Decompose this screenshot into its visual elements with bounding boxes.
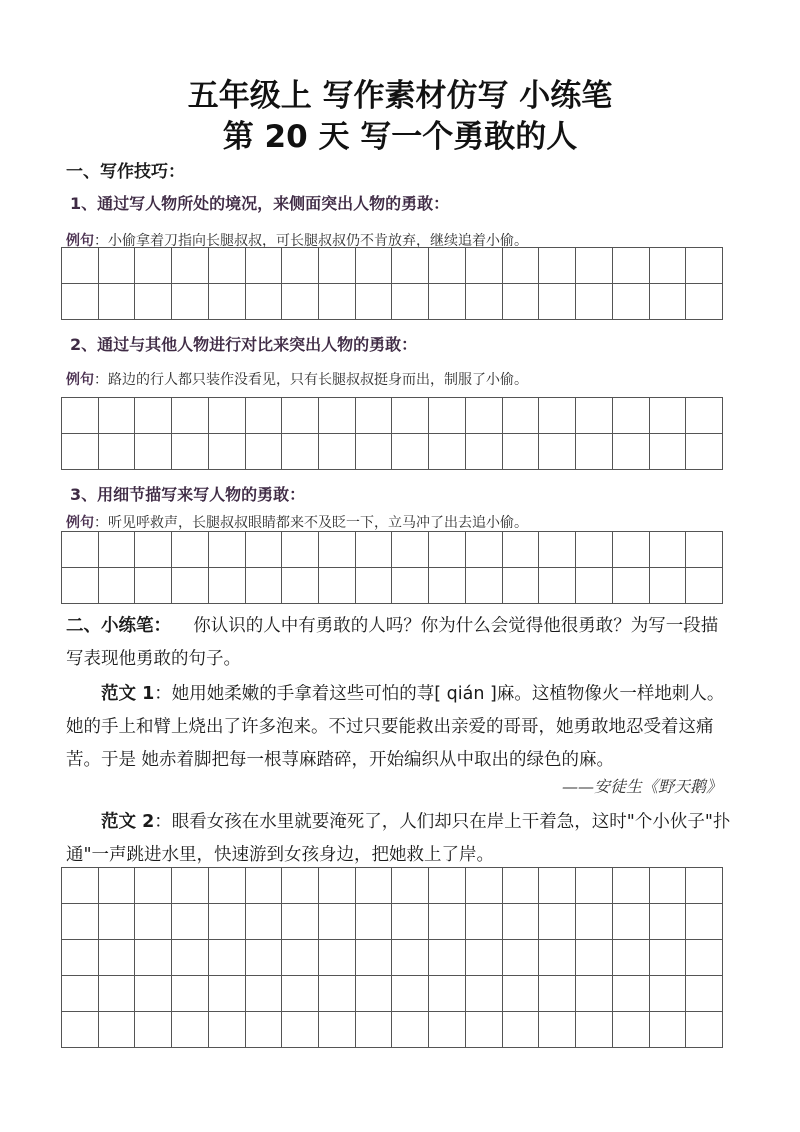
grid-cell[interactable] — [246, 976, 283, 1012]
grid-cell[interactable] — [282, 532, 319, 568]
grid-cell[interactable] — [209, 284, 246, 320]
grid-cell[interactable] — [99, 868, 136, 904]
grid-cell[interactable] — [429, 434, 466, 470]
grid-cell[interactable] — [466, 568, 503, 604]
grid-cell[interactable] — [246, 532, 283, 568]
grid-cell[interactable] — [429, 1012, 466, 1048]
grid-cell[interactable] — [356, 248, 393, 284]
grid-cell[interactable] — [319, 1012, 356, 1048]
grid-cell[interactable] — [172, 532, 209, 568]
grid-cell[interactable] — [539, 940, 576, 976]
grid-cell[interactable] — [650, 434, 687, 470]
grid-cell[interactable] — [356, 398, 393, 434]
example-label: 例句 — [66, 515, 94, 531]
writing-grid-1[interactable] — [61, 247, 723, 320]
grid-cell[interactable] — [466, 532, 503, 568]
grid-cell[interactable] — [319, 940, 356, 976]
grid-cell[interactable] — [62, 904, 99, 940]
grid-cell[interactable] — [99, 904, 136, 940]
grid-cell[interactable] — [319, 434, 356, 470]
grid-cell[interactable] — [209, 434, 246, 470]
tip2-example — [66, 369, 528, 389]
grid-cell[interactable] — [576, 434, 613, 470]
grid-cell[interactable] — [576, 248, 613, 284]
grid-cell[interactable] — [99, 568, 136, 604]
grid-cell[interactable] — [135, 868, 172, 904]
grid-cell[interactable] — [613, 532, 650, 568]
grid-cell[interactable] — [503, 434, 540, 470]
grid-cell[interactable] — [503, 1012, 540, 1048]
grid-cell[interactable] — [613, 1012, 650, 1048]
grid-cell[interactable] — [429, 868, 466, 904]
grid-cell[interactable] — [209, 976, 246, 1012]
grid-cell[interactable] — [503, 868, 540, 904]
grid-cell[interactable] — [576, 398, 613, 434]
grid-cell[interactable] — [539, 248, 576, 284]
writing-grid-4[interactable] — [61, 867, 723, 1048]
grid-cell[interactable] — [392, 568, 429, 604]
grid-cell[interactable] — [392, 904, 429, 940]
section1-heading: 一、写作技巧： — [66, 162, 185, 182]
grid-cell[interactable] — [539, 1012, 576, 1048]
grid-cell[interactable] — [429, 398, 466, 434]
grid-cell[interactable] — [686, 248, 723, 284]
grid-cell[interactable] — [172, 940, 209, 976]
grid-cell[interactable] — [686, 532, 723, 568]
grid-cell[interactable] — [246, 284, 283, 320]
model-text-2 — [66, 806, 734, 872]
grid-cell[interactable] — [466, 868, 503, 904]
grid-cell[interactable] — [172, 248, 209, 284]
grid-cell[interactable] — [319, 976, 356, 1012]
grid-cell[interactable] — [576, 532, 613, 568]
grid-cell[interactable] — [99, 532, 136, 568]
grid-cell[interactable] — [356, 284, 393, 320]
grid-cell[interactable] — [429, 284, 466, 320]
grid-cell[interactable] — [429, 940, 466, 976]
grid-cell[interactable] — [356, 904, 393, 940]
grid-cell[interactable] — [62, 434, 99, 470]
grid-cell[interactable] — [613, 976, 650, 1012]
grid-cell[interactable] — [686, 284, 723, 320]
grid-cell[interactable] — [392, 1012, 429, 1048]
grid-cell[interactable] — [503, 398, 540, 434]
grid-cell[interactable] — [539, 532, 576, 568]
grid-cell[interactable] — [135, 940, 172, 976]
grid-cell[interactable] — [282, 904, 319, 940]
example-text: ：路边的行人都只装作没看见，只有长腿叔叔挺身而出，制服了小偷。 — [94, 372, 528, 388]
grid-cell[interactable] — [576, 976, 613, 1012]
grid-cell[interactable] — [356, 868, 393, 904]
model2-body: ：眼看女孩在水里就要淹死了，人们却只在岸上干着急，这时"个小伙子"扑通"一声跳进水里，快速游到女孩身边，把她救上了岸。 — [66, 812, 731, 865]
grid-cell[interactable] — [466, 1012, 503, 1048]
grid-cell[interactable] — [62, 398, 99, 434]
grid-cell[interactable] — [503, 976, 540, 1012]
section2-heading: 二、小练笔： — [66, 616, 171, 636]
grid-cell[interactable] — [172, 284, 209, 320]
grid-cell[interactable] — [576, 284, 613, 320]
grid-cell[interactable] — [135, 284, 172, 320]
grid-cell[interactable] — [319, 532, 356, 568]
grid-cell[interactable] — [539, 868, 576, 904]
grid-cell[interactable] — [282, 284, 319, 320]
grid-cell[interactable] — [356, 568, 393, 604]
grid-cell[interactable] — [62, 1012, 99, 1048]
grid-cell[interactable] — [246, 868, 283, 904]
grid-cell[interactable] — [503, 904, 540, 940]
grid-cell[interactable] — [62, 868, 99, 904]
grid-cell[interactable] — [650, 568, 687, 604]
grid-cell[interactable] — [650, 1012, 687, 1048]
grid-cell[interactable] — [392, 976, 429, 1012]
grid-cell[interactable] — [686, 568, 723, 604]
grid-cell[interactable] — [650, 532, 687, 568]
grid-cell[interactable] — [356, 940, 393, 976]
grid-cell[interactable] — [503, 940, 540, 976]
grid-cell[interactable] — [319, 568, 356, 604]
grid-cell[interactable] — [613, 434, 650, 470]
grid-cell[interactable] — [613, 248, 650, 284]
grid-cell[interactable] — [576, 1012, 613, 1048]
model1-source: ——安徒生《野天鹅》 — [561, 777, 722, 796]
grid-cell[interactable] — [576, 940, 613, 976]
grid-cell[interactable] — [576, 568, 613, 604]
grid-cell[interactable] — [686, 976, 723, 1012]
grid-cell[interactable] — [62, 284, 99, 320]
grid-cell[interactable] — [686, 1012, 723, 1048]
grid-cell[interactable] — [466, 398, 503, 434]
tip2-heading: 2、通过与其他人物进行对比来突出人物的勇敢： — [70, 335, 418, 354]
grid-cell[interactable] — [319, 248, 356, 284]
grid-cell[interactable] — [613, 940, 650, 976]
grid-cell[interactable] — [135, 904, 172, 940]
grid-cell[interactable] — [282, 248, 319, 284]
grid-cell[interactable] — [650, 398, 687, 434]
model2-label: 范文 2 — [101, 812, 155, 832]
model1-body: ：她用她柔嫩的手拿着这些可怕的荨[ qián ]麻。这植物像火一样地刺人。她的手上和臂上烧出了许多泡来。不过只要能救出亲爱的哥哥，她勇敢地忍受着这痛苦。于是 她赤着脚把每一根荨麻踏碎，开始编织从中取出的绿色的麻。 — [66, 684, 725, 770]
writing-grid-3[interactable] — [61, 531, 723, 604]
grid-cell[interactable] — [209, 398, 246, 434]
grid-cell[interactable] — [135, 568, 172, 604]
grid-cell[interactable] — [613, 904, 650, 940]
grid-cell[interactable] — [466, 976, 503, 1012]
grid-cell[interactable] — [503, 248, 540, 284]
grid-cell[interactable] — [650, 940, 687, 976]
grid-cell[interactable] — [539, 284, 576, 320]
grid-cell[interactable] — [246, 904, 283, 940]
grid-cell[interactable] — [135, 532, 172, 568]
example-text: ：听见呼救声，长腿叔叔眼睛都来不及眨一下，立马冲了出去追小偷。 — [94, 515, 528, 531]
grid-cell[interactable] — [429, 532, 466, 568]
grid-cell[interactable] — [246, 1012, 283, 1048]
grid-cell[interactable] — [172, 1012, 209, 1048]
writing-grid-2[interactable] — [61, 397, 723, 470]
grid-cell[interactable] — [62, 940, 99, 976]
grid-cell[interactable] — [686, 398, 723, 434]
grid-cell[interactable] — [392, 284, 429, 320]
grid-cell[interactable] — [99, 976, 136, 1012]
grid-cell[interactable] — [319, 904, 356, 940]
example-label: 例句 — [66, 233, 94, 249]
grid-cell[interactable] — [392, 398, 429, 434]
section2-prompt — [66, 610, 734, 676]
grid-cell[interactable] — [429, 568, 466, 604]
tip3-heading: 3、用细节描写来写人物的勇敢： — [70, 485, 306, 504]
grid-cell[interactable] — [392, 248, 429, 284]
grid-cell[interactable] — [539, 568, 576, 604]
grid-cell[interactable] — [466, 248, 503, 284]
grid-cell[interactable] — [686, 940, 723, 976]
grid-cell[interactable] — [209, 568, 246, 604]
grid-cell[interactable] — [576, 904, 613, 940]
grid-cell[interactable] — [282, 1012, 319, 1048]
grid-cell[interactable] — [62, 976, 99, 1012]
grid-cell[interactable] — [172, 434, 209, 470]
grid-cell[interactable] — [613, 284, 650, 320]
grid-cell[interactable] — [99, 1012, 136, 1048]
grid-cell[interactable] — [356, 976, 393, 1012]
model1-label: 范文 1 — [101, 684, 155, 704]
grid-cell[interactable] — [429, 976, 466, 1012]
grid-cell[interactable] — [576, 868, 613, 904]
grid-cell[interactable] — [99, 248, 136, 284]
grid-cell[interactable] — [613, 568, 650, 604]
grid-cell[interactable] — [135, 976, 172, 1012]
grid-cell[interactable] — [99, 398, 136, 434]
grid-cell[interactable] — [62, 248, 99, 284]
grid-cell[interactable] — [135, 1012, 172, 1048]
grid-cell[interactable] — [503, 568, 540, 604]
grid-cell[interactable] — [686, 434, 723, 470]
grid-cell[interactable] — [62, 532, 99, 568]
grid-cell[interactable] — [209, 904, 246, 940]
grid-cell[interactable] — [246, 398, 283, 434]
grid-cell[interactable] — [392, 940, 429, 976]
grid-cell[interactable] — [282, 568, 319, 604]
grid-cell[interactable] — [319, 398, 356, 434]
grid-cell[interactable] — [246, 248, 283, 284]
example-text: ：小偷拿着刀指向长腿叔叔，可长腿叔叔仍不肯放弃，继续追着小偷。 — [94, 233, 528, 249]
grid-cell[interactable] — [319, 868, 356, 904]
grid-cell[interactable] — [503, 284, 540, 320]
grid-cell[interactable] — [135, 398, 172, 434]
grid-cell[interactable] — [650, 868, 687, 904]
example-label: 例句 — [66, 372, 94, 388]
grid-cell[interactable] — [282, 940, 319, 976]
grid-cell[interactable] — [392, 532, 429, 568]
grid-cell[interactable] — [650, 248, 687, 284]
tip1-heading: 1、通过写人物所处的境况，来侧面突出人物的勇敢： — [70, 194, 450, 213]
grid-cell[interactable] — [62, 568, 99, 604]
grid-cell[interactable] — [539, 398, 576, 434]
grid-cell[interactable] — [172, 568, 209, 604]
grid-cell[interactable] — [539, 976, 576, 1012]
grid-cell[interactable] — [429, 248, 466, 284]
grid-cell[interactable] — [466, 434, 503, 470]
grid-cell[interactable] — [503, 532, 540, 568]
grid-cell[interactable] — [172, 398, 209, 434]
grid-cell[interactable] — [466, 940, 503, 976]
grid-cell[interactable] — [209, 940, 246, 976]
grid-cell[interactable] — [686, 904, 723, 940]
grid-cell[interactable] — [246, 434, 283, 470]
grid-cell[interactable] — [209, 1012, 246, 1048]
grid-cell[interactable] — [539, 904, 576, 940]
grid-cell[interactable] — [135, 434, 172, 470]
grid-cell[interactable] — [99, 434, 136, 470]
grid-cell[interactable] — [172, 904, 209, 940]
page-title-line2: 第 20 天 写一个勇敢的人 — [222, 119, 578, 155]
grid-cell[interactable] — [209, 248, 246, 284]
grid-cell[interactable] — [246, 568, 283, 604]
grid-cell[interactable] — [282, 976, 319, 1012]
grid-cell[interactable] — [356, 532, 393, 568]
grid-cell[interactable] — [172, 868, 209, 904]
grid-cell[interactable] — [99, 284, 136, 320]
page-title-line1: 五年级上 写作素材仿写 小练笔 — [187, 78, 613, 114]
grid-cell[interactable] — [209, 868, 246, 904]
grid-cell[interactable] — [466, 904, 503, 940]
grid-cell[interactable] — [282, 398, 319, 434]
grid-cell[interactable] — [613, 868, 650, 904]
grid-cell[interactable] — [282, 868, 319, 904]
model-text-1 — [66, 678, 734, 777]
grid-cell[interactable] — [392, 434, 429, 470]
grid-cell[interactable] — [99, 940, 136, 976]
grid-cell[interactable] — [650, 976, 687, 1012]
grid-cell[interactable] — [613, 398, 650, 434]
grid-cell[interactable] — [246, 940, 283, 976]
grid-cell[interactable] — [650, 904, 687, 940]
grid-cell[interactable] — [356, 434, 393, 470]
grid-cell[interactable] — [650, 284, 687, 320]
grid-cell[interactable] — [686, 868, 723, 904]
grid-cell[interactable] — [209, 532, 246, 568]
prompt-text: 你认识的人中有勇敢的人吗？你为什么会觉得他很勇敢？为写一段描写表现他勇敢的句子。 — [66, 616, 719, 669]
tip3-example — [66, 512, 528, 532]
grid-cell[interactable] — [539, 434, 576, 470]
grid-cell[interactable] — [466, 284, 503, 320]
grid-cell[interactable] — [282, 434, 319, 470]
grid-cell[interactable] — [172, 976, 209, 1012]
grid-cell[interactable] — [392, 868, 429, 904]
grid-cell[interactable] — [429, 904, 466, 940]
grid-cell[interactable] — [135, 248, 172, 284]
grid-cell[interactable] — [319, 284, 356, 320]
grid-cell[interactable] — [356, 1012, 393, 1048]
